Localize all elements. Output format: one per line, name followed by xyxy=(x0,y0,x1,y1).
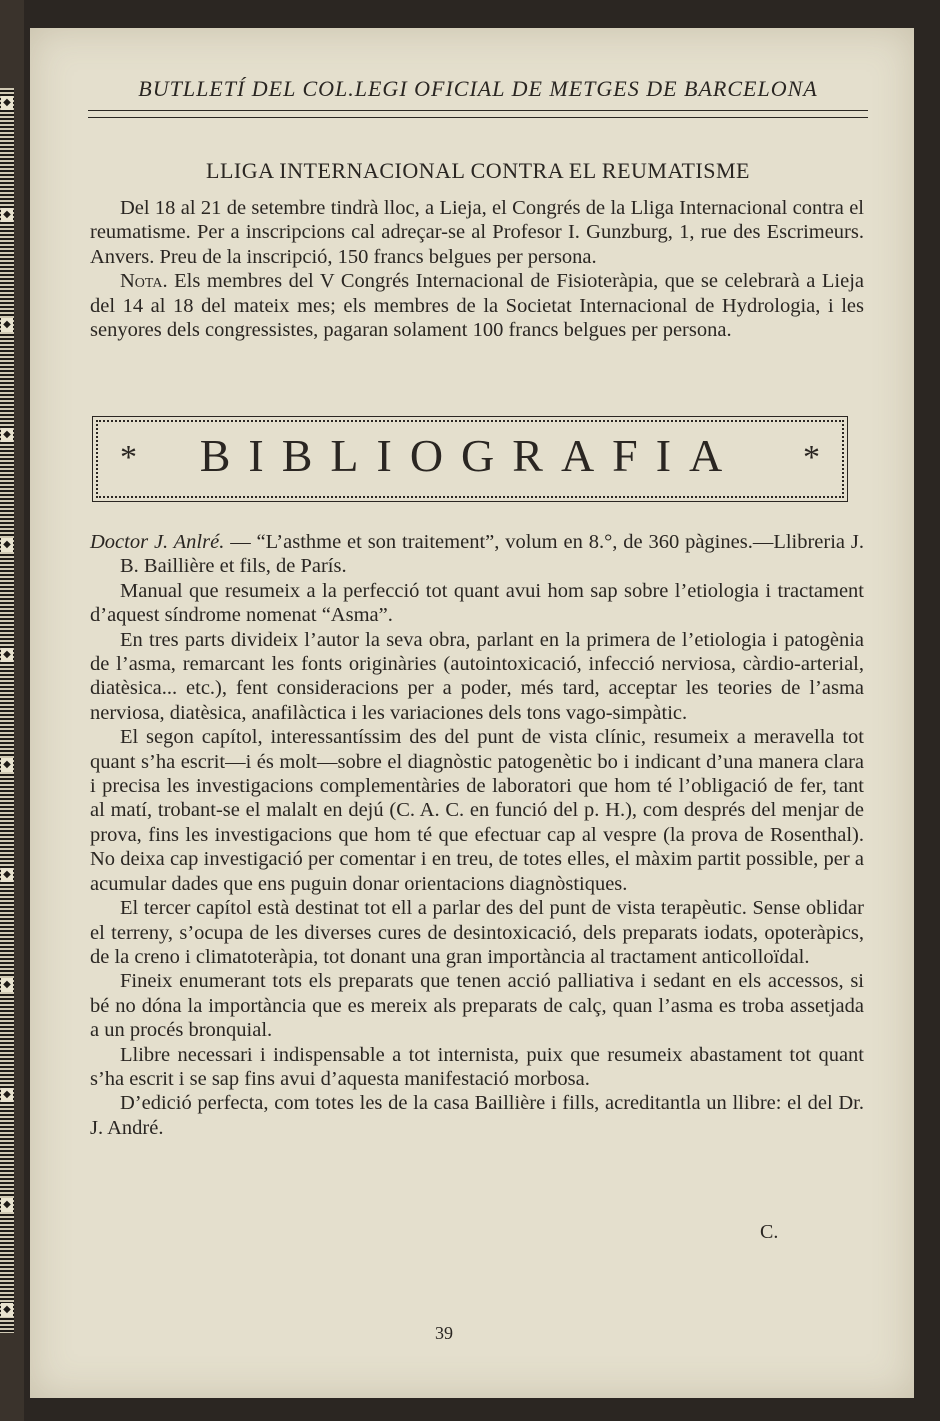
banner-title: BIBLIOGRAFIA xyxy=(199,430,741,481)
binding-diamond-icon: ◆ xyxy=(1,978,13,992)
review-paragraph: El tercer capítol està destinat tot ell a parlar des del punt de vista terapèutic. Sense oblidar el terreny, s’ocupa de les diverses cures de desintoxicació, dels preparats iodats, opoteràpics, de la creno i climatoteràpia, tot donant una gran importància al tractament anticolloïdal. xyxy=(90,897,864,968)
binding-diamond-icon: ◆ xyxy=(1,868,13,882)
review-paragraph: D’edició perfecta, com totes les de la casa Baillière i fills, acreditantla un llibre: el del Dr. J. André. xyxy=(90,1092,864,1139)
binding-diamond-icon: ◆ xyxy=(1,428,13,442)
bibliografia-banner xyxy=(96,420,844,498)
binding-diamond-icon: ◆ xyxy=(1,318,13,332)
running-head: BUTLLETÍ DEL COL.LEGI OFICIAL DE METGES DE BARCELONA xyxy=(138,76,818,101)
review-paragraph: El segon capítol, interessantíssim des del punt de vista clínic, resumeix a meravella tot quant s’ha escrit—i és molt—sobre el diagnòstic patogenètic bo i indicant d’una manera clara i precisa les investigacions complementàries de laboratori que hom té l’obligació de fer, tant al matí, trobant-se el malalt en dejú (C. A. C. en funció del p. H.), com després del menjar de prova, fins les investigacions que hom té que efectuar cap al vespre (la prova de Rosenthal). No deixa cap investigació per comentar i en treu, de totes elles, el màxim partit possible, per a acumular dades que ens puguin donar orientacions diagnòstiques. xyxy=(90,726,864,895)
notice-title: LLIGA INTERNACIONAL CONTRA EL REUMATISME xyxy=(206,158,750,183)
binding-diamond-icon: ◆ xyxy=(1,1303,13,1317)
binding-strip xyxy=(0,88,14,1333)
review-paragraph: Llibre necessari i indispensable a tot internista, puix que resumeix abastament tot quant s’ha escrit i se sap fins avui d’aquesta manifestació morbosa. xyxy=(90,1043,864,1090)
nota-label: Nota. xyxy=(120,270,168,293)
review-signature: C. xyxy=(760,1221,779,1243)
review-paragraph: Manual que resumeix a la perfecció tot quant avui hom sap sobre l’etiologia i tractament d’aquest síndrome nomenat “Asma”. xyxy=(90,579,864,627)
binding-diamond-icon: ◆ xyxy=(1,208,13,222)
binding-diamond-icon: ◆ xyxy=(1,1088,13,1102)
star-left-icon: * xyxy=(120,439,137,476)
binding-diamond-icon: ◆ xyxy=(1,96,13,110)
page xyxy=(30,28,914,1398)
binding-diamond-icon: ◆ xyxy=(1,758,13,772)
nota-text: Els membres del V Congrés Internacional de Fisioteràpia, que se celebrarà a Lieja del 14 al 18 del mateix mes; els membres de la Societat Internacional de Hydrologia, i les senyores dels congressistes, pagaran solament 100 francs belgues per persona. xyxy=(90,270,864,342)
binding-diamond-icon: ◆ xyxy=(1,538,13,552)
review-citation-text: — “L’asthme et son traitement”, volum en 8.°, de 360 pàgines.—Llibreria J. B. Baillière et fils, de París. xyxy=(120,531,864,578)
star-right-icon: * xyxy=(803,439,820,476)
notice-body xyxy=(90,196,864,342)
review-body xyxy=(90,530,864,1140)
review-paragraph: En tres parts divideix l’autor la seva obra, parlant en la primera de l’etiologia i patogènia de l’asma, remarcant les fonts originàries (autointoxicació, infecció nerviosa, càrdio-arterial, diatèsica... etc.), fent consideracions per a poder, més tard, acceptar les teories de l’asma nerviosa, diatèsica, anafilàctica i les variaciones dels tons vago-simpàtic. xyxy=(90,628,864,724)
review-author: Doctor J. Anlré. xyxy=(90,531,225,553)
page-number: 39 xyxy=(435,1323,453,1343)
notice-nota xyxy=(90,269,864,342)
review-paragraph: Fineix enumerant tots els preparats que tenen acció palliativa i sedant en els accessos, si bé no dóna la importància que es mereix als preparats de calç, quan l’asma es troba assetjada a un procés bronquial. xyxy=(90,970,864,1042)
binding-diamond-icon: ◆ xyxy=(1,648,13,662)
head-rule xyxy=(88,110,868,118)
review-citation xyxy=(90,530,864,579)
binding-diamond-icon: ◆ xyxy=(1,1198,13,1212)
notice-paragraph: Del 18 al 21 de setembre tindrà lloc, a Lieja, el Congrés de la Lliga Internacional contra el reumatisme. Per a inscripcions cal adreçar-se al Profesor I. Gunzburg, 1, rue des Escrimeurs. Anvers. Preu de la inscripció, 150 francs belgues per persona. xyxy=(90,197,864,268)
